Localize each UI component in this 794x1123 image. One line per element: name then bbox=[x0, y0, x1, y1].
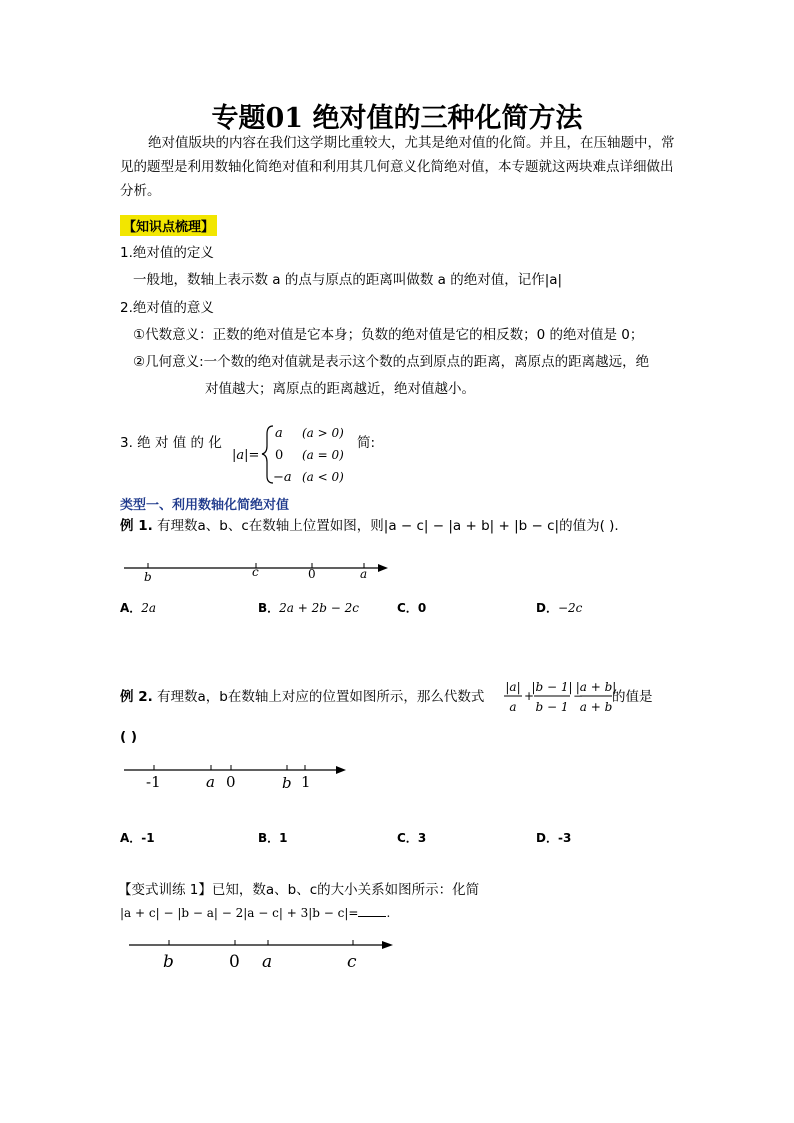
option-letter: D． bbox=[536, 601, 558, 615]
option-letter: A． bbox=[120, 601, 142, 615]
brace-symbol bbox=[262, 426, 273, 483]
arrow-icon bbox=[378, 564, 388, 572]
variant1-label: 【变式训练 1】 bbox=[118, 882, 212, 898]
op-plus: + bbox=[524, 689, 535, 703]
example1-number-line bbox=[118, 556, 398, 586]
arrow-icon bbox=[336, 766, 346, 774]
option-value: −2c bbox=[557, 601, 583, 615]
example2-number-line bbox=[118, 760, 358, 792]
example2-option-d[interactable] bbox=[536, 829, 571, 846]
page-title: 专题01 绝对值的三种化简方法 bbox=[211, 103, 583, 134]
option-value: 0 bbox=[417, 601, 427, 615]
option-value: 2a bbox=[141, 601, 157, 615]
axis-label-a: a bbox=[206, 773, 215, 791]
meaning-geometric-cont: 对值越大；离原点的距离越近，绝对值越小。 bbox=[205, 381, 475, 397]
piecewise-definition bbox=[228, 420, 358, 488]
simplify-tail: 简: bbox=[357, 435, 376, 451]
piecewise-cond-3: (a < 0) bbox=[302, 470, 344, 484]
option-letter: A． bbox=[120, 831, 142, 845]
example2-option-b[interactable] bbox=[258, 829, 288, 846]
piecewise-cond-2: (a = 0) bbox=[302, 448, 344, 462]
axis-label-a: a bbox=[360, 567, 368, 581]
variant1-expression: |a + c| − |b − a| − 2|a − c| + 3|b − c|= . bbox=[120, 906, 391, 920]
axis-label-one: 1 bbox=[301, 773, 311, 791]
example1-label: 例 1. bbox=[120, 518, 153, 534]
frac2-den: b − 1 bbox=[535, 700, 569, 714]
axis-label-zero: 0 bbox=[226, 773, 236, 791]
definition-heading: 1.绝对值的定义 bbox=[120, 245, 214, 261]
piecewise-expr-2: 0 bbox=[275, 448, 284, 463]
axis-label-zero: 0 bbox=[308, 567, 316, 581]
example1-option-d[interactable] bbox=[536, 599, 582, 616]
frac3-den: a + b bbox=[579, 700, 613, 714]
example2-text: 有理数a，b在数轴上对应的位置如图所示，那么代数式 bbox=[157, 689, 485, 705]
option-letter: D． bbox=[536, 831, 558, 845]
piecewise-expr-3: −a bbox=[273, 470, 292, 485]
option-letter: B． bbox=[258, 601, 280, 615]
frac1-num: |a| bbox=[505, 680, 521, 694]
example1-option-b[interactable] bbox=[258, 599, 359, 616]
example2-question-start bbox=[120, 685, 484, 709]
axis-label-neg1: -1 bbox=[146, 773, 161, 791]
knowledge-tag: 【知识点梳理】 bbox=[120, 215, 217, 236]
definition-text: 一般地，数轴上表示数 a 的点与原点的距离叫做数 a 的绝对值，记作|a| bbox=[133, 272, 563, 288]
simplify-heading: 3. 绝 对 值 的 化 bbox=[120, 435, 222, 451]
piecewise-expr-1: a bbox=[275, 426, 283, 441]
axis-label-b: b bbox=[163, 952, 174, 971]
answer-blank[interactable] bbox=[358, 906, 386, 917]
example2-option-a[interactable] bbox=[120, 829, 155, 846]
example1-text: 有理数a、b、c在数轴上位置如图，则|a − c| − |a + b| + |b − c|的值为( ). bbox=[157, 518, 619, 534]
option-letter: C． bbox=[397, 601, 418, 615]
axis-label-zero: 0 bbox=[229, 952, 240, 971]
frac3-num: |a + b| bbox=[575, 680, 617, 694]
intro-paragraph: 绝对值版块的内容在我们这学期比重较大，尤其是绝对值的化简。并且，在压轴题中，常见的题型是利用数轴化简绝对值和利用其几何意义化简绝对值，本专题就这两块难点详细做出分析。 bbox=[120, 135, 675, 199]
example2-text-after: 的值是 bbox=[612, 689, 653, 705]
axis-label-b: b bbox=[144, 570, 152, 584]
op-minus: − bbox=[573, 689, 584, 703]
meaning-heading: 2.绝对值的意义 bbox=[120, 300, 214, 316]
frac2-num: |b − 1| bbox=[531, 680, 573, 694]
axis-label-c: c bbox=[252, 565, 259, 579]
axis-label-c: c bbox=[347, 952, 357, 971]
option-value: -3 bbox=[557, 831, 572, 845]
axis-label-a: a bbox=[262, 952, 273, 971]
arrow-icon bbox=[382, 941, 393, 949]
frac1-den: a bbox=[509, 700, 517, 714]
example2-option-c[interactable] bbox=[397, 829, 426, 846]
variant1-number-line bbox=[125, 935, 405, 971]
option-value: 2a + 2b − 2c bbox=[279, 601, 359, 615]
example2-label: 例 2. bbox=[120, 689, 153, 705]
option-value: 3 bbox=[417, 831, 427, 845]
example1-question bbox=[120, 514, 619, 538]
option-value: 1 bbox=[279, 831, 288, 845]
variant1-expr: |a + c| − |b − a| − 2|a − c| + 3|b − c|= bbox=[120, 906, 359, 920]
option-value: -1 bbox=[141, 831, 155, 845]
variant1-question bbox=[118, 878, 479, 902]
option-letter: C． bbox=[397, 831, 418, 845]
example2-answer-paren: ( ) bbox=[120, 729, 138, 745]
type1-heading: 类型一、利用数轴化简绝对值 bbox=[120, 498, 290, 513]
axis-label-b: b bbox=[282, 774, 292, 792]
example1-option-a[interactable] bbox=[120, 599, 156, 616]
piecewise-cond-1: (a > 0) bbox=[302, 426, 344, 440]
meaning-geometric: ②几何意义:一个数的绝对值就是表示这个数的点到原点的距离，离原点的距离越远，绝 bbox=[133, 354, 650, 370]
example1-option-c[interactable] bbox=[397, 599, 426, 616]
meaning-algebraic: ①代数意义：正数的绝对值是它本身；负数的绝对值是它的相反数；0 的绝对值是 0； bbox=[133, 327, 644, 343]
piecewise-lhs: |a|= bbox=[232, 448, 260, 463]
variant1-text: 已知，数a、b、c的大小关系如图所示：化简 bbox=[211, 882, 480, 898]
option-letter: B． bbox=[258, 831, 280, 845]
